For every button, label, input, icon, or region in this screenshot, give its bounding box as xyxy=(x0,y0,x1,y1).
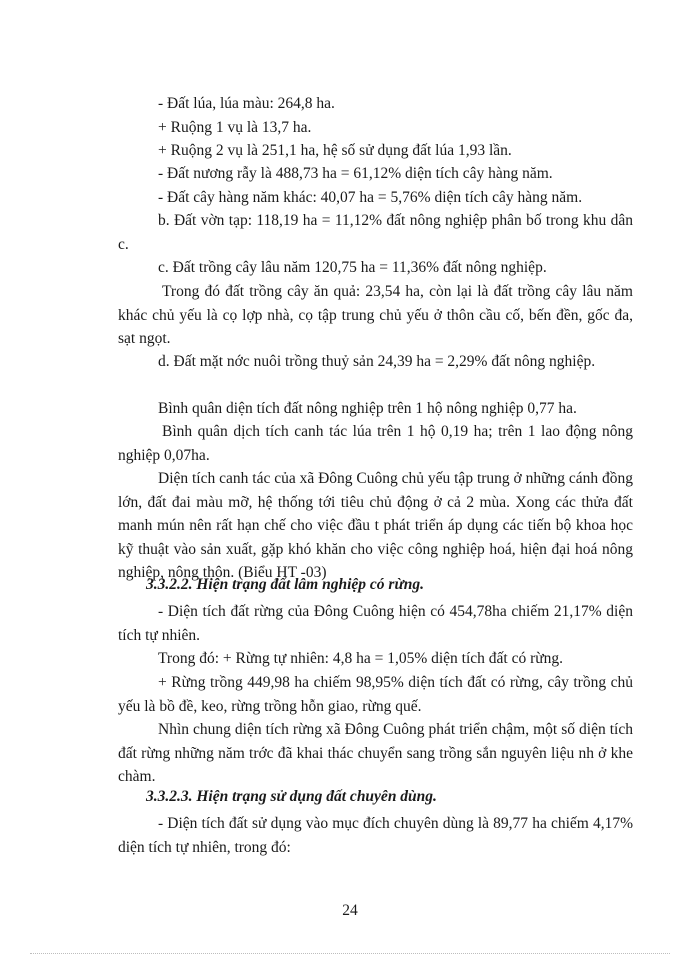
paragraph-rung-tu-nhien: Trong đó: + Rừng tự nhiên: 4,8 ha = 1,05% diện tích đất có rừng. xyxy=(158,650,564,667)
paragraph-binh-quan-dat-nong-nghiep: Bình quân diện tích đất nông nghiệp trên 1 hộ nông nghiệp 0,77 ha. xyxy=(158,400,577,417)
paragraph-dat-cay-lau-nam: c. Đất trồng cây lâu năm 120,75 ha = 11,36% đất nông nghiệp. xyxy=(158,259,547,276)
heading-lam-nghiep: 3.3.2.2. Hiện trạng đất lâm nghiệp có rừng. xyxy=(146,576,424,593)
paragraph-ruong-1-vu: + Ruộng 1 vụ là 13,7 ha. xyxy=(158,119,312,136)
page-number: 24 xyxy=(342,902,358,919)
paragraph-dat-mat-nuoc: d. Đất mặt nớc nuôi trồng thuỷ sản 24,39 ha = 2,29% đất nông nghiệp. xyxy=(158,353,596,370)
paragraph-dat-rung: - Diện tích đất rừng của Đông Cuông hiện có 454,78ha chiếm 21,17% diện tích tự nhiên. xyxy=(118,603,633,644)
paragraph-binh-quan-dat-lua: Bình quân dịch tích canh tác lúa trên 1 hộ 0,19 ha; trên 1 lao động nông nghiệp 0,07ha. xyxy=(118,423,633,464)
page-bottom-divider xyxy=(30,953,670,954)
paragraph-dat-cay-hang-nam-khac: - Đất cây hàng năm khác: 40,07 ha = 5,76% diện tích cây hàng năm. xyxy=(158,189,583,206)
heading-chuyen-dung: 3.3.2.3. Hiện trạng sử dụng đất chuyên dùng. xyxy=(146,788,437,805)
paragraph-rung-trong: + Rừng trồng 449,98 ha chiếm 98,95% diện tích đất có rừng, cây trồng chủ yếu là bồ đề, keo, rừng trồng hỗn giao, rừng quế. xyxy=(118,674,633,715)
paragraph-dat-lua: - Đất lúa, lúa màu: 264,8 ha. xyxy=(158,95,335,112)
paragraph-dat-vuon-tap: b. Đất vờn tạp: 118,19 ha = 11,12% đất nông nghiệp phân bố trong khu dân c. xyxy=(118,212,633,253)
paragraph-dat-chuyen-dung: - Diện tích đất sử dụng vào mục đích chuyên dùng là 89,77 ha chiếm 4,17% diện tích tự nhiên, trong đó: xyxy=(118,815,633,856)
paragraph-dat-nuong-ray: - Đất nương rẫy là 488,73 ha = 61,12% diện tích cây hàng năm. xyxy=(158,165,553,182)
paragraph-ruong-2-vu: + Ruộng 2 vụ là 251,1 ha, hệ số sử dụng đất lúa 1,93 lần. xyxy=(158,142,512,159)
paragraph-canh-tac: Diện tích canh tác của xã Đông Cuông chủ yếu tập trung ở những cánh đồng lớn, đất đai màu mỡ, hệ thống tới tiêu chủ động ở cả 2 mùa. Xong các thửa đất manh mún nên rất hạn chế cho việc đầu t phát triển áp dụng các tiến bộ khoa học kỹ thuật vào sản xuất, gặp khó khăn cho việc công nghiệp hoá, hiện đại hoá nông nghiệp, nông thôn. (Biểu HT -03) xyxy=(118,470,634,581)
paragraph-cay-an-qua: Trong đó đất trồng cây ăn quả: 23,54 ha, còn lại là đất trồng cây lâu năm khác chủ yếu là cọ lợp nhà, cọ tập trung chủ yếu ở thôn cầu cố, bến đền, gốc đa, sạt ngọt. xyxy=(118,283,633,347)
paragraph-nhin-chung: Nhìn chung diện tích rừng xã Đông Cuông phát triển chậm, một số diện tích đất rừng những năm trớc đã khai thác chuyển sang trồng sắn nguyên liệu nh ở khe chàm. xyxy=(118,721,633,785)
